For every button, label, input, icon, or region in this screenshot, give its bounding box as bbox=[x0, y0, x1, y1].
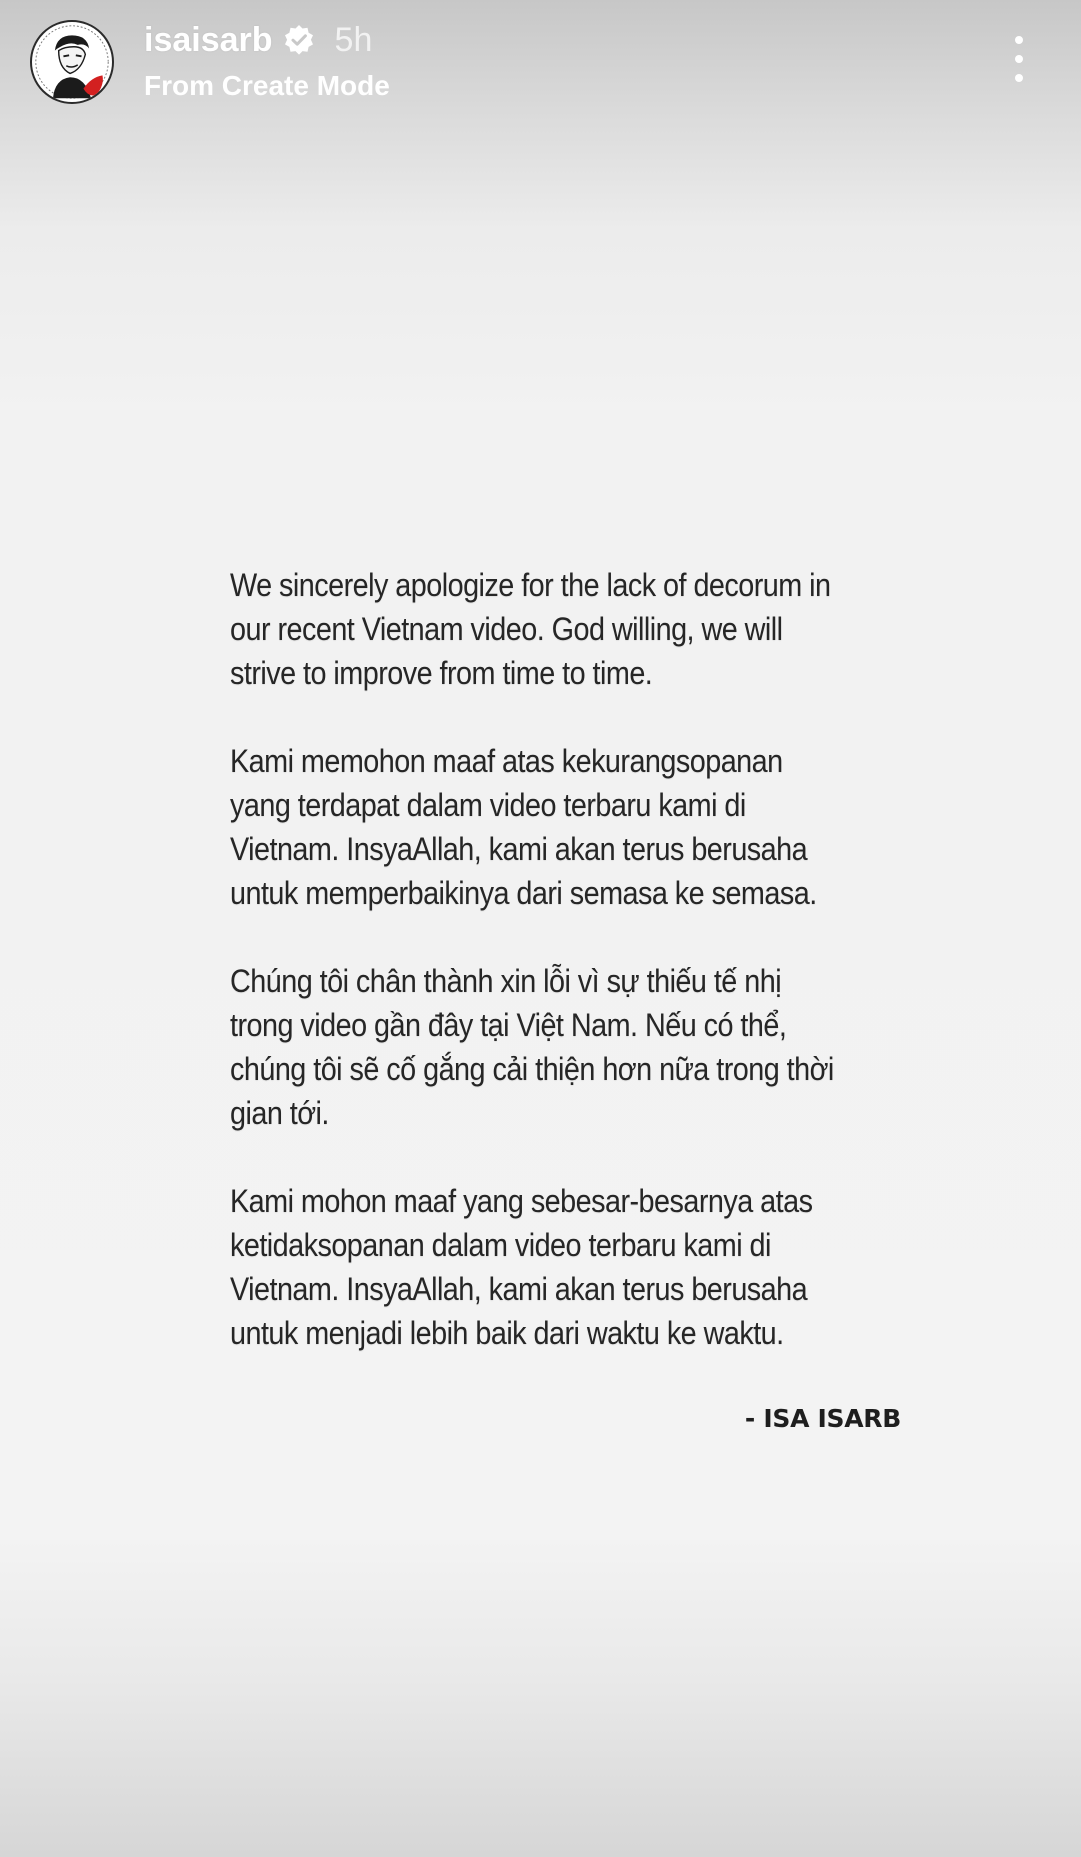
story-header bbox=[0, 0, 1081, 140]
create-mode-label[interactable]: From Create Mode bbox=[144, 70, 390, 101]
post-time: 5h bbox=[334, 20, 373, 59]
statement-paragraph-vietnamese: Chúng tôi chân thành xin lỗi vì sự thiếu tế nhị trong video gần đây tại Việt Nam. Nếu có thể, chúng tôi sẽ cố gắng cải thiện hơn nữa trong thời gian tới. bbox=[230, 963, 834, 1131]
signature: - ISA ISARB bbox=[744, 1404, 901, 1433]
verified-badge-icon bbox=[283, 24, 315, 56]
statement-text bbox=[230, 563, 842, 1399]
dot bbox=[1015, 74, 1023, 82]
dot bbox=[1015, 36, 1023, 44]
statement-paragraph-indonesian: Kami mohon maaf yang sebesar-besarnya atas ketidaksopanan dalam video terbaru kami di Vietnam. InsyaAllah, kami akan terus berusaha untuk menjadi lebih baik dari waktu ke waktu. bbox=[230, 1183, 813, 1351]
username-row bbox=[144, 18, 372, 62]
avatar-portrait-icon bbox=[32, 22, 112, 102]
statement-paragraph-english: We sincerely apologize for the lack of decorum in our recent Vietnam video. God willing, we will strive to improve from time to time. bbox=[230, 567, 831, 691]
username[interactable]: isaisarb bbox=[144, 20, 273, 59]
statement-paragraph-malay: Kami memohon maaf atas kekurangsopanan yang terdapat dalam video terbaru kami di Vietnam. InsyaAllah, kami akan terus berusaha untuk memperbaikinya dari semasa ke semasa. bbox=[230, 743, 817, 911]
dot bbox=[1015, 55, 1023, 63]
profile-avatar[interactable] bbox=[30, 20, 114, 104]
more-options-icon[interactable] bbox=[1004, 36, 1034, 82]
